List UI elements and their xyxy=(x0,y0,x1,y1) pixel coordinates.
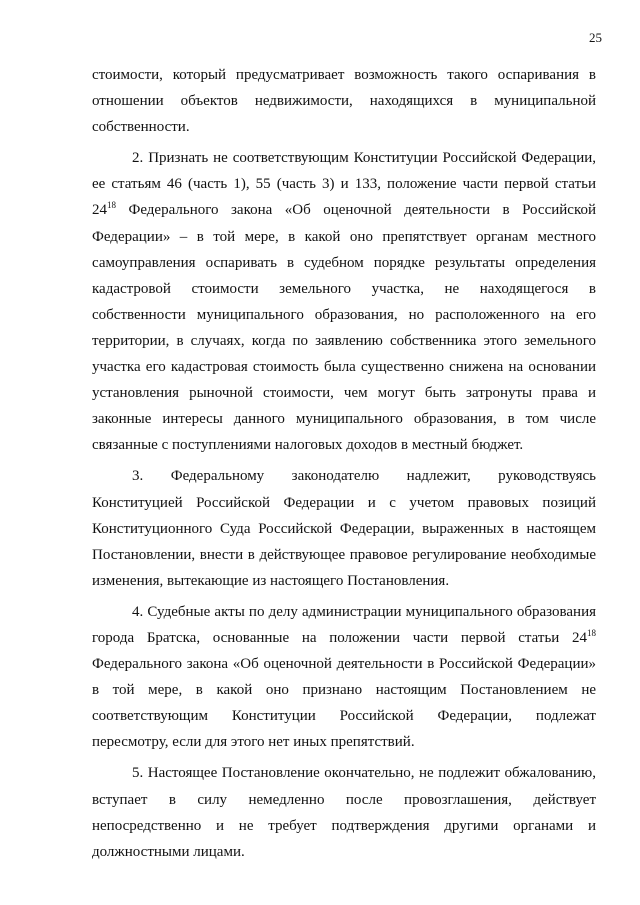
text-line: 2. Признать не соответствующим Конституции Российской Федерации, xyxy=(132,150,596,167)
text-line: самоуправления оспаривать в судебном порядке результаты определения xyxy=(92,254,596,271)
text-line: Федерального закона «Об оценочной деятельности в Российской Федерации» xyxy=(92,656,596,673)
text-line: соответствующим Конституции Российской Федерации, подлежат xyxy=(92,708,596,725)
text-line: ее статьям 46 (часть 1), 55 (часть 3) и 133, положение части первой статьи xyxy=(92,176,596,193)
text-line: Постановлении, внести в действующее правовое регулирование необходимые xyxy=(92,546,596,563)
paragraph-p3 xyxy=(92,463,596,593)
text-line: в той мере, в какой оно признано настоящим Постановлением не xyxy=(92,682,596,699)
text-line: 4. Судебные акты по делу администрации муниципального образования xyxy=(132,603,596,620)
text-line: стоимости, который предусматривает возможность такого оспаривания в xyxy=(92,67,596,83)
text-line: $24^{18}$ Федерального закона «Об оценочной деятельности в Российской xyxy=(92,200,596,219)
paragraph-p4 xyxy=(92,599,596,756)
document-body xyxy=(92,62,596,865)
text-line: непосредственно и не требует подтверждения другими органами и xyxy=(92,817,596,834)
text-line: отношении объектов недвижимости, находящихся в муниципальной xyxy=(92,93,596,110)
text-line: должностными лицами. xyxy=(92,843,245,860)
text-line: связанные с поступлениями налоговых доходов в местный бюджет. xyxy=(92,437,524,454)
paragraph-p2 xyxy=(92,145,596,458)
text-line: 3. Федеральному законодателю надлежит, руководствуясь xyxy=(132,468,596,485)
text-line: изменения, вытекающие из настоящего Постановления. xyxy=(92,572,450,589)
text-line: законные интересы данного муниципального образования, в том числе xyxy=(92,411,596,428)
text-line: пересмотру, если для этого нет иных препятствий. xyxy=(92,734,415,751)
text-line: Конституцией Российской Федерации и с учетом правовых позиций xyxy=(92,494,596,511)
text-line: установления рыночной стоимости, чем могут быть затронуты права и xyxy=(92,385,596,402)
text-line: собственности. xyxy=(92,119,190,136)
text-line: города Братска, основанные на положении части первой статьи $24^{18}$ xyxy=(92,627,596,646)
text-line: Конституционного Суда Российской Федерации, выраженных в настоящем xyxy=(92,520,596,537)
text-line: собственности муниципального образования, но расположенного на его xyxy=(92,306,596,323)
paragraph-p5 xyxy=(92,760,596,864)
text-line: 5. Настоящее Постановление окончательно, не подлежит обжалованию, xyxy=(132,765,596,782)
page-number: 25 xyxy=(589,30,602,45)
superscript: 18 xyxy=(107,200,116,211)
superscript: 18 xyxy=(587,627,596,638)
paragraph-p0 xyxy=(92,62,596,140)
text-line: участка его кадастровая стоимость была существенно снижена на основании xyxy=(92,359,596,376)
text-line: территории, в случаях, когда по заявлению собственника этого земельного xyxy=(92,332,596,349)
text-line: кадастровой стоимости земельного участка, не находящегося в xyxy=(92,280,596,297)
text-line: Федерации» – в той мере, в какой оно препятствует органам местного xyxy=(92,228,596,245)
text-line: вступает в силу немедленно после провозглашения, действует xyxy=(92,791,596,808)
